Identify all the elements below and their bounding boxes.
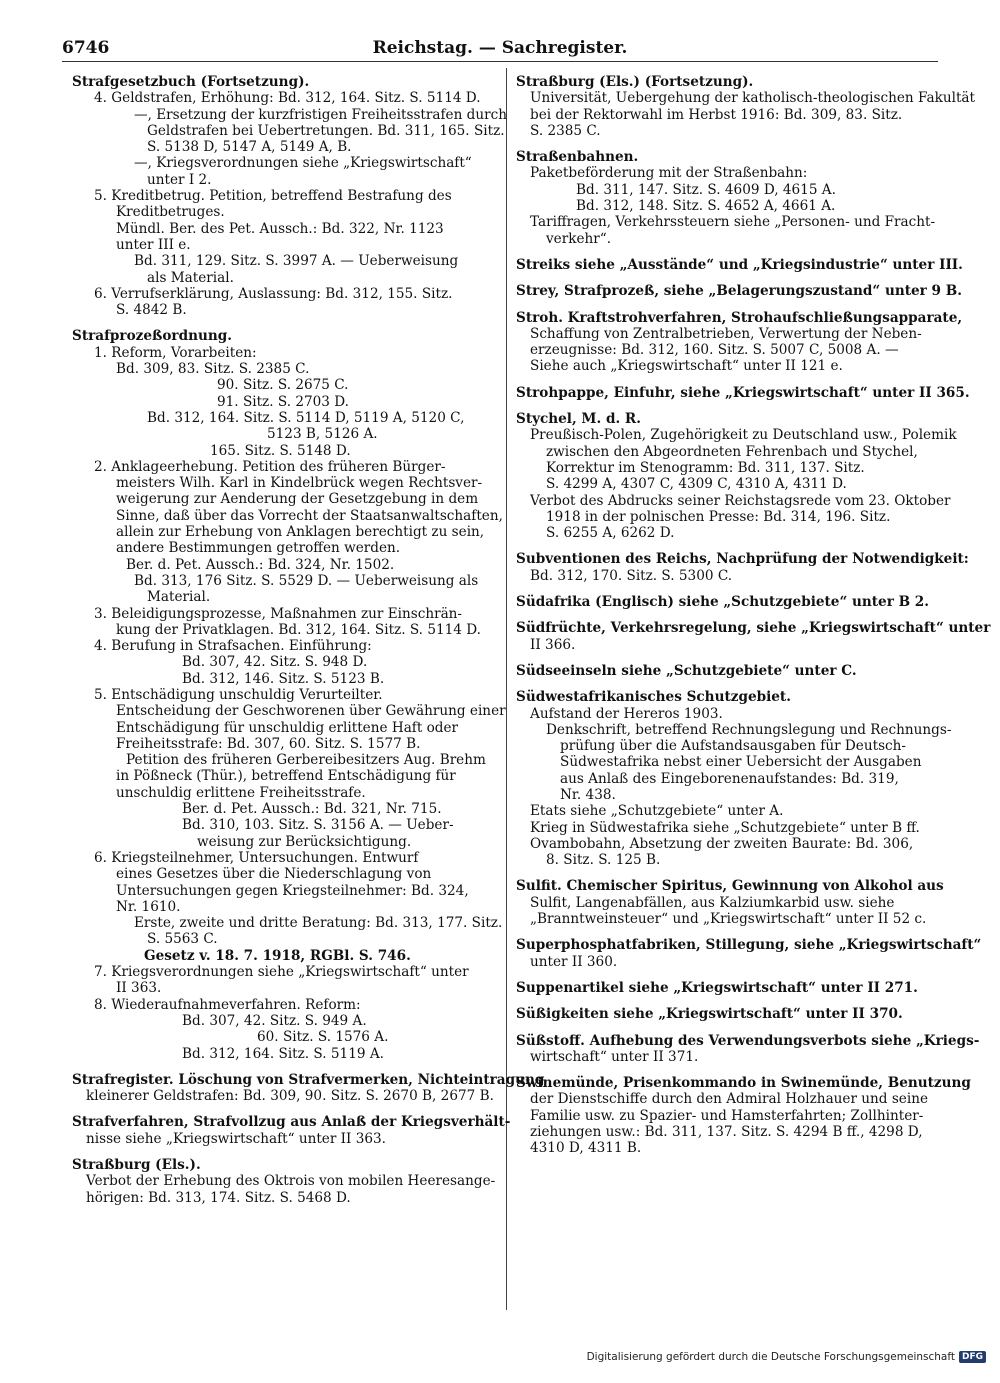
entry-line: 4. Geldstrafen, Erhöhung: Bd. 312, 164. Sitz. S. 5114 D. — [94, 90, 481, 107]
entry-line: 1. Reform, Vorarbeiten: — [94, 344, 257, 361]
entry-line: Bd. 307, 42. Sitz. S. 949 A. — [182, 1012, 367, 1029]
entry-line: als Material. — [147, 269, 234, 286]
page-title: Reichstag. — Sachregister. — [372, 38, 628, 58]
entry-line: 91. Sitz. S. 2703 D. — [217, 393, 349, 410]
entry-gap — [516, 927, 937, 937]
entry-line: „Branntweinsteuer“ und „Kriegswirtschaft“ unter II 52 c. — [530, 911, 927, 928]
entry-heading: Swinemünde, Prisenkommando in Swinemünde, Benutzung — [516, 1075, 971, 1092]
entry-line: II 363. — [116, 980, 162, 997]
entry-line: Bd. 312, 170. Sitz. S. 5300 C. — [530, 567, 733, 584]
entry-line: Südwestafrika nebst einer Uebersicht der Ausgaben — [560, 754, 922, 771]
entry-gap — [72, 1147, 497, 1157]
entry-line: andere Bestimmungen getroffen werden. — [116, 540, 401, 557]
entry-line: 5. Entschädigung unschuldig Verurteilter. — [94, 686, 383, 703]
entry-line: 4310 D, 4311 B. — [530, 1140, 642, 1157]
entry-gap — [516, 247, 937, 257]
entry-line: Untersuchungen gegen Kriegsteilnehmer: Bd. 324, — [116, 882, 469, 899]
entry-line: Nr. 438. — [560, 786, 616, 803]
entry-line: Sinne, daß über das Vorrecht der Staatsanwaltschaften, — [116, 507, 503, 524]
entry-heading: Straßburg (Els.). — [72, 1157, 201, 1173]
footer — [587, 1351, 986, 1363]
entry-heading: Südseeinseln siehe „Schutzgebiete“ unter C. — [516, 662, 857, 679]
entry-line: bei der Rektorwahl im Herbst 1916: Bd. 309, 83. Sitz. — [530, 106, 903, 123]
entry-line: Tariffragen, Verkehrssteuern siehe „Personen- und Fracht- — [530, 214, 936, 231]
entry-line: 60. Sitz. S. 1576 A. — [257, 1029, 389, 1046]
entry-gap — [72, 318, 497, 328]
entry-gap — [516, 541, 937, 551]
entry-line: Bd. 313, 176 Sitz. S. 5529 D. — Ueberweisung als — [134, 572, 479, 589]
entry-line: Material. — [147, 589, 211, 606]
entry-gap — [516, 139, 937, 149]
entry-line: S. 5138 D, 5147 A, 5149 A, B. — [147, 139, 352, 156]
entry-line: —, Ersetzung der kurzfristigen Freiheitsstrafen durch — [134, 106, 507, 123]
entry-line: allein zur Erhebung von Anklagen berechtigt zu sein, — [116, 524, 485, 541]
entry-line: —, Kriegsverordnungen siehe „Kriegswirtschaft“ — [134, 155, 472, 172]
entry-line: Ber. d. Pet. Aussch.: Bd. 321, Nr. 715. — [182, 801, 442, 818]
entry-line: 7. Kriegsverordnungen siehe „Kriegswirtschaft“ unter — [94, 964, 469, 981]
entry-line: 6. Verrufserklärung, Auslassung: Bd. 312, 155. Sitz. — [94, 285, 453, 302]
entry-heading: Strafregister. Löschung von Strafvermerken, Nichteintragung — [72, 1071, 545, 1088]
entry-gap — [516, 401, 937, 411]
entry-gap — [516, 300, 937, 310]
entry-line: Bd. 312, 146. Sitz. S. 5123 B. — [182, 670, 385, 687]
entry-line: weisung zur Berücksichtigung. — [197, 833, 412, 850]
entry-line: Paketbeförderung mit der Straßenbahn: — [530, 165, 808, 182]
entry-line: aus Anlaß des Eingeborenenaufstandes: Bd. 319, — [560, 770, 899, 787]
entry-line: Bd. 311, 129. Sitz. S. 3997 A. — Ueberweisung — [134, 253, 459, 270]
entry-line: Denkschrift, betreffend Rechnungslegung und Rechnungs- — [546, 721, 952, 738]
entry-line: Korrektur im Stenogramm: Bd. 311, 137. Sitz. — [546, 459, 865, 476]
entry-heading: Streiks siehe „Ausstände“ und „Kriegsindustrie“ unter III. — [516, 256, 963, 273]
entry-line: 6. Kriegsteilnehmer, Untersuchungen. Entwurf — [94, 849, 419, 866]
entry-line: unter III e. — [116, 236, 191, 253]
entry-line: Etats siehe „Schutzgebiete“ unter A. — [530, 803, 784, 820]
entry-line: kung der Privatklagen. Bd. 312, 164. Sitz. S. 5114 D. — [116, 621, 481, 638]
entry-line: II 366. — [530, 636, 576, 653]
entry-line: 90. Sitz. S. 2675 C. — [217, 377, 349, 394]
entry-heading: Suppenartikel siehe „Kriegswirtschaft“ unter II 271. — [516, 979, 918, 996]
entry-line: Ovambobahn, Absetzung der zweiten Baurate: Bd. 306, — [530, 835, 914, 852]
entry-line: Krieg in Südwestafrika siehe „Schutzgebiete“ unter B ff. — [530, 819, 920, 836]
entry-line: meisters Wilh. Karl in Kindelbrück wegen Rechtsver- — [116, 475, 483, 492]
entry-line: Bd. 312, 148. Sitz. S. 4652 A, 4661 A. — [576, 198, 836, 215]
entry-heading: Sulfit. Chemischer Spiritus, Gewinnung von Alkohol aus — [516, 878, 944, 895]
entry-line: S. 2385 C. — [530, 122, 601, 139]
entry-heading: Süßstoff. Aufhebung des Verwendungsverbots siehe „Kriegs- — [516, 1032, 980, 1049]
entry-line: S. 4842 B. — [116, 302, 187, 319]
entry-heading: Gesetz v. 18. 7. 1918, RGBl. S. 746. — [144, 947, 411, 964]
entry-line: S. 4299 A, 4307 C, 4309 C, 4310 A, 4311 D. — [546, 476, 847, 493]
entry-gap — [516, 273, 937, 283]
entry-line: zwischen den Abgeordneten Fehrenbach und Stychel, — [546, 443, 918, 460]
entry-line: S. 5563 C. — [147, 931, 218, 948]
entry-line: 4. Berufung in Strafsachen. Einführung: — [94, 638, 372, 655]
entry-line: 8. Wiederaufnahmeverfahren. Reform: — [94, 996, 361, 1013]
entry-line: wirtschaft“ unter II 371. — [530, 1048, 699, 1065]
entry-line: 2. Anklageerhebung. Petition des früheren Bürger- — [94, 458, 446, 475]
entry-line: in Pößneck (Thür.), betreffend Entschädigung für — [116, 768, 456, 785]
entry-line: 3. Beleidigungsprozesse, Maßnahmen zur Einschrän- — [94, 605, 463, 622]
entry-line: Erste, zweite und dritte Beratung: Bd. 313, 177. Sitz. — [134, 915, 503, 932]
entry-line: nisse siehe „Kriegswirtschaft“ unter II 363. — [86, 1130, 386, 1147]
entry-gap — [516, 970, 937, 980]
entry-heading: Südfrüchte, Verkehrsregelung, siehe „Kriegswirtschaft“ unter — [516, 620, 991, 637]
left-column — [72, 74, 545, 1206]
entry-line: Schaffung von Zentralbetrieben, Verwertung der Neben- — [530, 325, 922, 342]
entry-line: 1918 in der polnischen Presse: Bd. 314, 196. Sitz. — [546, 508, 891, 525]
entry-line: hörigen: Bd. 313, 174. Sitz. S. 5468 D. — [86, 1189, 351, 1206]
entry-line: Bd. 309, 83. Sitz. S. 2385 C. — [116, 361, 310, 378]
entry-line: Bd. 312, 164. Sitz. S. 5119 A. — [182, 1045, 384, 1062]
entry-gap — [72, 1062, 497, 1072]
entry-heading: Süßigkeiten siehe „Kriegswirtschaft“ unter II 370. — [516, 1006, 903, 1023]
entry-line: weigerung zur Aenderung der Gesetzgebung in dem — [116, 491, 479, 508]
entry-heading: Strohpappe, Einfuhr, siehe „Kriegswirtschaft“ unter II 365. — [516, 384, 970, 401]
entry-gap — [72, 1104, 497, 1114]
entry-gap — [516, 584, 937, 594]
entry-line: Aufstand der Hereros 1903. — [530, 705, 723, 722]
header-rule — [62, 61, 938, 62]
entry-gap — [516, 996, 937, 1006]
entry-line: Verbot der Erhebung des Oktrois von mobilen Heeresange- — [86, 1173, 496, 1190]
entry-line: 165. Sitz. S. 5148 D. — [210, 442, 351, 459]
entry-line: Familie usw. zu Spazier- und Hamsterfahrten; Zollhinter- — [530, 1107, 924, 1124]
dfg-logo: DFG — [959, 1351, 986, 1363]
entry-line: Entschädigung für unschuldig erlittene Haft oder — [116, 719, 459, 736]
entry-line: Verbot des Abdrucks seiner Reichstagsrede vom 23. Oktober — [530, 492, 951, 509]
entry-gap — [516, 653, 937, 663]
entry-line: erzeugnisse: Bd. 312, 160. Sitz. S. 5007 C, 5008 A. — — [530, 342, 899, 359]
entry-gap — [516, 610, 937, 620]
entry-gap — [516, 1065, 937, 1075]
entry-line: Petition des früheren Gerbereibesitzers Aug. Brehm — [126, 752, 486, 769]
entry-line: verkehr“. — [546, 230, 612, 247]
entry-heading: Südwestafrikanisches Schutzgebiet. — [516, 689, 791, 706]
entry-heading: Straßburg (Els.) (Fortsetzung). — [516, 74, 754, 90]
entry-line: Ber. d. Pet. Aussch.: Bd. 324, Nr. 1502. — [126, 556, 395, 573]
entry-line: Siehe auch „Kriegswirtschaft“ unter II 121 e. — [530, 358, 843, 375]
entry-line: 8. Sitz. S. 125 B. — [546, 852, 661, 869]
entry-line: Nr. 1610. — [116, 898, 181, 915]
entry-heading: Strafverfahren, Strafvollzug aus Anlaß der Kriegsverhält- — [72, 1114, 511, 1131]
entry-heading: Superphosphatfabriken, Stillegung, siehe „Kriegswirtschaft“ — [516, 937, 982, 954]
entry-line: Geldstrafen bei Uebertretungen. Bd. 311, 165. Sitz. — [147, 122, 505, 139]
entry-line: unter I 2. — [147, 171, 212, 188]
entry-line: 5123 B, 5126 A. — [267, 426, 378, 443]
entry-line: Mündl. Ber. des Pet. Aussch.: Bd. 322, Nr. 1123 — [116, 220, 444, 237]
page-number: 6746 — [62, 38, 110, 58]
right-column — [516, 74, 991, 1157]
entry-heading: Subventionen des Reichs, Nachprüfung der Notwendigkeit: — [516, 551, 969, 568]
entry-line: Entscheidung der Geschworenen über Gewährung einer — [116, 703, 506, 720]
entry-heading: Strafgesetzbuch (Fortsetzung). — [72, 74, 310, 90]
entry-gap — [516, 868, 937, 878]
entry-line: Universität, Uebergehung der katholisch-theologischen Fakultät — [530, 90, 975, 107]
entry-line: unter II 360. — [530, 953, 618, 970]
entry-heading: Stychel, M. d. R. — [516, 411, 641, 428]
entry-line: Bd. 307, 42. Sitz. S. 948 D. — [182, 654, 368, 671]
entry-line: der Dienstschiffe durch den Admiral Holzhauer und seine — [530, 1091, 928, 1108]
entry-gap — [516, 679, 937, 689]
entry-line: S. 6255 A, 6262 D. — [546, 525, 675, 542]
entry-line: 5. Kreditbetrug. Petition, betreffend Bestrafung des — [94, 188, 452, 205]
entry-line: Kreditbetruges. — [116, 204, 225, 221]
entry-line: Bd. 311, 147. Sitz. S. 4609 D, 4615 A. — [576, 181, 836, 198]
entry-line: eines Gesetzes über die Niederschlagung von — [116, 866, 432, 883]
entry-line: Bd. 310, 103. Sitz. S. 3156 A. — Ueber- — [182, 817, 454, 834]
footer-text: Digitalisierung gefördert durch die Deutsche Forschungsgemeinschaft — [586, 1351, 955, 1363]
entry-line: ziehungen usw.: Bd. 311, 137. Sitz. S. 4294 B ff., 4298 D, — [530, 1124, 923, 1141]
entry-heading: Stroh. Kraftstrohverfahren, Strohaufschließungsapparate, — [516, 309, 963, 326]
entry-line: Sulfit, Langenabfällen, aus Kalziumkarbid usw. siehe — [530, 894, 895, 911]
entry-line: kleinerer Geldstrafen: Bd. 309, 90. Sitz. S. 2670 B, 2677 B. — [86, 1088, 494, 1105]
entry-line: Bd. 312, 164. Sitz. S. 5114 D, 5119 A, 5120 C, — [147, 409, 465, 426]
entry-gap — [516, 1023, 937, 1033]
entry-line: prüfung über die Aufstandsausgaben für Deutsch- — [560, 738, 907, 755]
entry-line: unschuldig erlittene Freiheitsstrafe. — [116, 784, 366, 801]
entry-line: Preußisch-Polen, Zugehörigkeit zu Deutschland usw., Polemik — [530, 427, 957, 444]
entry-heading: Strey, Strafprozeß, siehe „Belagerungszustand“ unter 9 B. — [516, 283, 962, 300]
entry-heading: Südafrika (Englisch) siehe „Schutzgebiete“ unter B 2. — [516, 594, 929, 611]
entry-gap — [516, 375, 937, 385]
entry-line: Freiheitsstrafe: Bd. 307, 60. Sitz. S. 1577 B. — [116, 735, 421, 752]
entry-heading: Strafprozeßordnung. — [72, 328, 232, 345]
entry-heading: Straßenbahnen. — [516, 149, 639, 166]
